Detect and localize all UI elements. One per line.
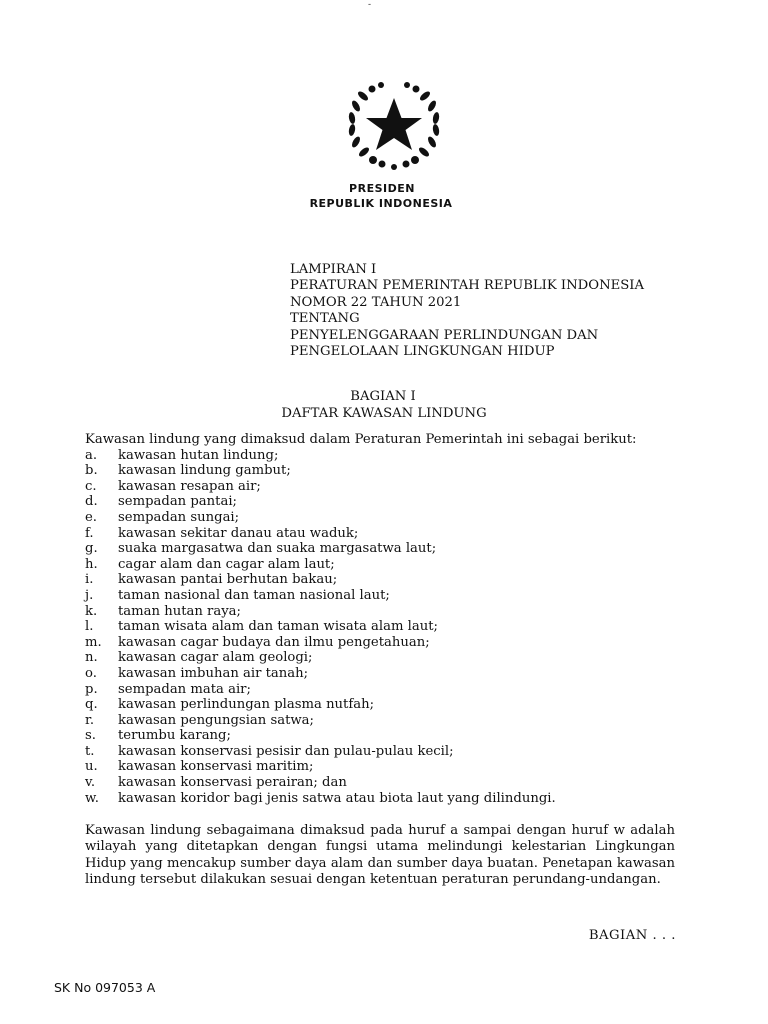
next-page-catchword: BAGIAN . . . bbox=[588, 928, 676, 943]
list-letter: d. bbox=[85, 494, 98, 510]
list-letter: l. bbox=[85, 619, 94, 635]
list-text: kawasan pengungsian satwa; bbox=[118, 712, 314, 728]
list-letter: p. bbox=[85, 681, 98, 697]
list-text: taman wisata alam dan taman wisata alam laut; bbox=[118, 619, 438, 635]
protected-area-list bbox=[85, 448, 675, 807]
list-text: kawasan koridor bagi jenis satwa atau biota laut yang dilindungi. bbox=[118, 790, 556, 806]
lampiran-line: LAMPIRAN I bbox=[290, 262, 377, 277]
list-item bbox=[85, 572, 675, 588]
list-letter: m. bbox=[85, 634, 102, 650]
list-item bbox=[85, 479, 675, 495]
list-letter: k. bbox=[85, 603, 98, 619]
list-letter: u. bbox=[85, 759, 98, 775]
list-letter: a. bbox=[85, 447, 98, 463]
list-text: sempadan sungai; bbox=[118, 509, 240, 525]
list-letter: b. bbox=[85, 463, 98, 479]
list-letter: g. bbox=[85, 541, 98, 557]
list-item bbox=[85, 494, 675, 510]
list-letter: f. bbox=[85, 525, 94, 541]
lampiran-line: TENTANG bbox=[290, 311, 360, 327]
list-text: taman hutan raya; bbox=[118, 603, 241, 619]
document-body bbox=[85, 432, 675, 888]
list-text: kawasan konservasi maritim; bbox=[118, 759, 314, 775]
list-text: sempadan mata air; bbox=[118, 681, 251, 697]
list-item bbox=[85, 744, 675, 760]
list-text: kawasan cagar alam geologi; bbox=[118, 650, 313, 666]
list-letter: w. bbox=[85, 790, 99, 806]
list-item bbox=[85, 713, 675, 729]
list-item bbox=[85, 775, 675, 791]
list-item bbox=[85, 666, 675, 682]
page-mark: - bbox=[368, 0, 372, 10]
closing-paragraph: Kawasan lindung sebagaimana dimaksud pada huruf a sampai dengan huruf w adalah wilayah yang ditetapkan dengan fungsi utama melindungi kelestarian Lingkungan Hidup yang mencakup sumber daya alam dan sumber daya buatan. Penetapan kawasan lindung tersebut dilakukan sesuai dengan ketentuan peraturan perundang-undangan. bbox=[85, 823, 675, 887]
section-title: DAFTAR KAWASAN LINDUNG bbox=[281, 406, 487, 421]
list-item bbox=[85, 463, 675, 479]
list-text: cagar alam dan cagar alam laut; bbox=[118, 556, 335, 572]
list-letter: j. bbox=[85, 587, 94, 603]
list-letter: o. bbox=[85, 665, 97, 681]
list-letter: h. bbox=[85, 556, 98, 572]
presidential-emblem-icon bbox=[340, 80, 448, 172]
letterhead bbox=[0, 181, 768, 211]
list-text: kawasan lindung gambut; bbox=[118, 463, 291, 479]
list-text: kawasan hutan lindung; bbox=[118, 447, 279, 463]
list-item bbox=[85, 510, 675, 526]
list-text: kawasan imbuhan air tanah; bbox=[118, 665, 309, 681]
list-item bbox=[85, 635, 675, 651]
intro-paragraph: Kawasan lindung yang dimaksud dalam Peraturan Pemerintah ini sebagai berikut: bbox=[85, 432, 637, 447]
list-letter: i. bbox=[85, 572, 94, 588]
list-letter: c. bbox=[85, 478, 97, 494]
list-text: kawasan perlindungan plasma nutfah; bbox=[118, 697, 375, 713]
list-letter: q. bbox=[85, 697, 98, 713]
list-letter: s. bbox=[85, 728, 96, 744]
list-item bbox=[85, 604, 675, 620]
list-letter: v. bbox=[85, 775, 96, 791]
list-item bbox=[85, 650, 675, 666]
list-item bbox=[85, 697, 675, 713]
header-line-republik: REPUBLIK INDONESIA bbox=[309, 197, 453, 210]
list-letter: r. bbox=[85, 712, 95, 728]
list-text: taman nasional dan taman nasional laut; bbox=[118, 587, 390, 603]
list-item bbox=[85, 682, 675, 698]
list-item bbox=[85, 448, 675, 464]
list-item bbox=[85, 619, 675, 635]
list-text: sempadan pantai; bbox=[118, 494, 237, 510]
list-letter: t. bbox=[85, 743, 95, 759]
list-item bbox=[85, 588, 675, 604]
list-item bbox=[85, 526, 675, 542]
list-item bbox=[85, 541, 675, 557]
header-line-presiden: PRESIDEN bbox=[349, 182, 415, 195]
lampiran-line: PERATURAN PEMERINTAH REPUBLIK INDONESIA bbox=[290, 278, 645, 294]
lampiran-line: PENGELOLAAN LINGKUNGAN HIDUP bbox=[290, 344, 555, 360]
list-letter: e. bbox=[85, 509, 97, 525]
list-item bbox=[85, 791, 675, 807]
section-label: BAGIAN I bbox=[350, 389, 416, 404]
list-text: kawasan pantai berhutan bakau; bbox=[118, 572, 338, 588]
section-heading bbox=[0, 388, 768, 422]
lampiran-line: NOMOR 22 TAHUN 2021 bbox=[290, 294, 462, 310]
lampiran-line: PENYELENGGARAAN PERLINDUNGAN DAN bbox=[290, 327, 599, 343]
list-text: kawasan konservasi pesisir dan pulau-pulau kecil; bbox=[118, 743, 454, 759]
list-text: kawasan resapan air; bbox=[118, 478, 261, 494]
list-text: kawasan cagar budaya dan ilmu pengetahuan; bbox=[118, 634, 430, 650]
list-item bbox=[85, 759, 675, 775]
list-text: kawasan sekitar danau atau waduk; bbox=[118, 525, 359, 541]
list-text: terumbu karang; bbox=[118, 728, 231, 744]
list-text: kawasan konservasi perairan; dan bbox=[118, 775, 347, 791]
list-item bbox=[85, 728, 675, 744]
footer-serial-code: SK No 097053 A bbox=[54, 980, 156, 995]
list-text: suaka margasatwa dan suaka margasatwa laut; bbox=[118, 541, 437, 557]
list-letter: n. bbox=[85, 650, 98, 666]
attachment-reference bbox=[290, 262, 644, 360]
list-item bbox=[85, 557, 675, 573]
